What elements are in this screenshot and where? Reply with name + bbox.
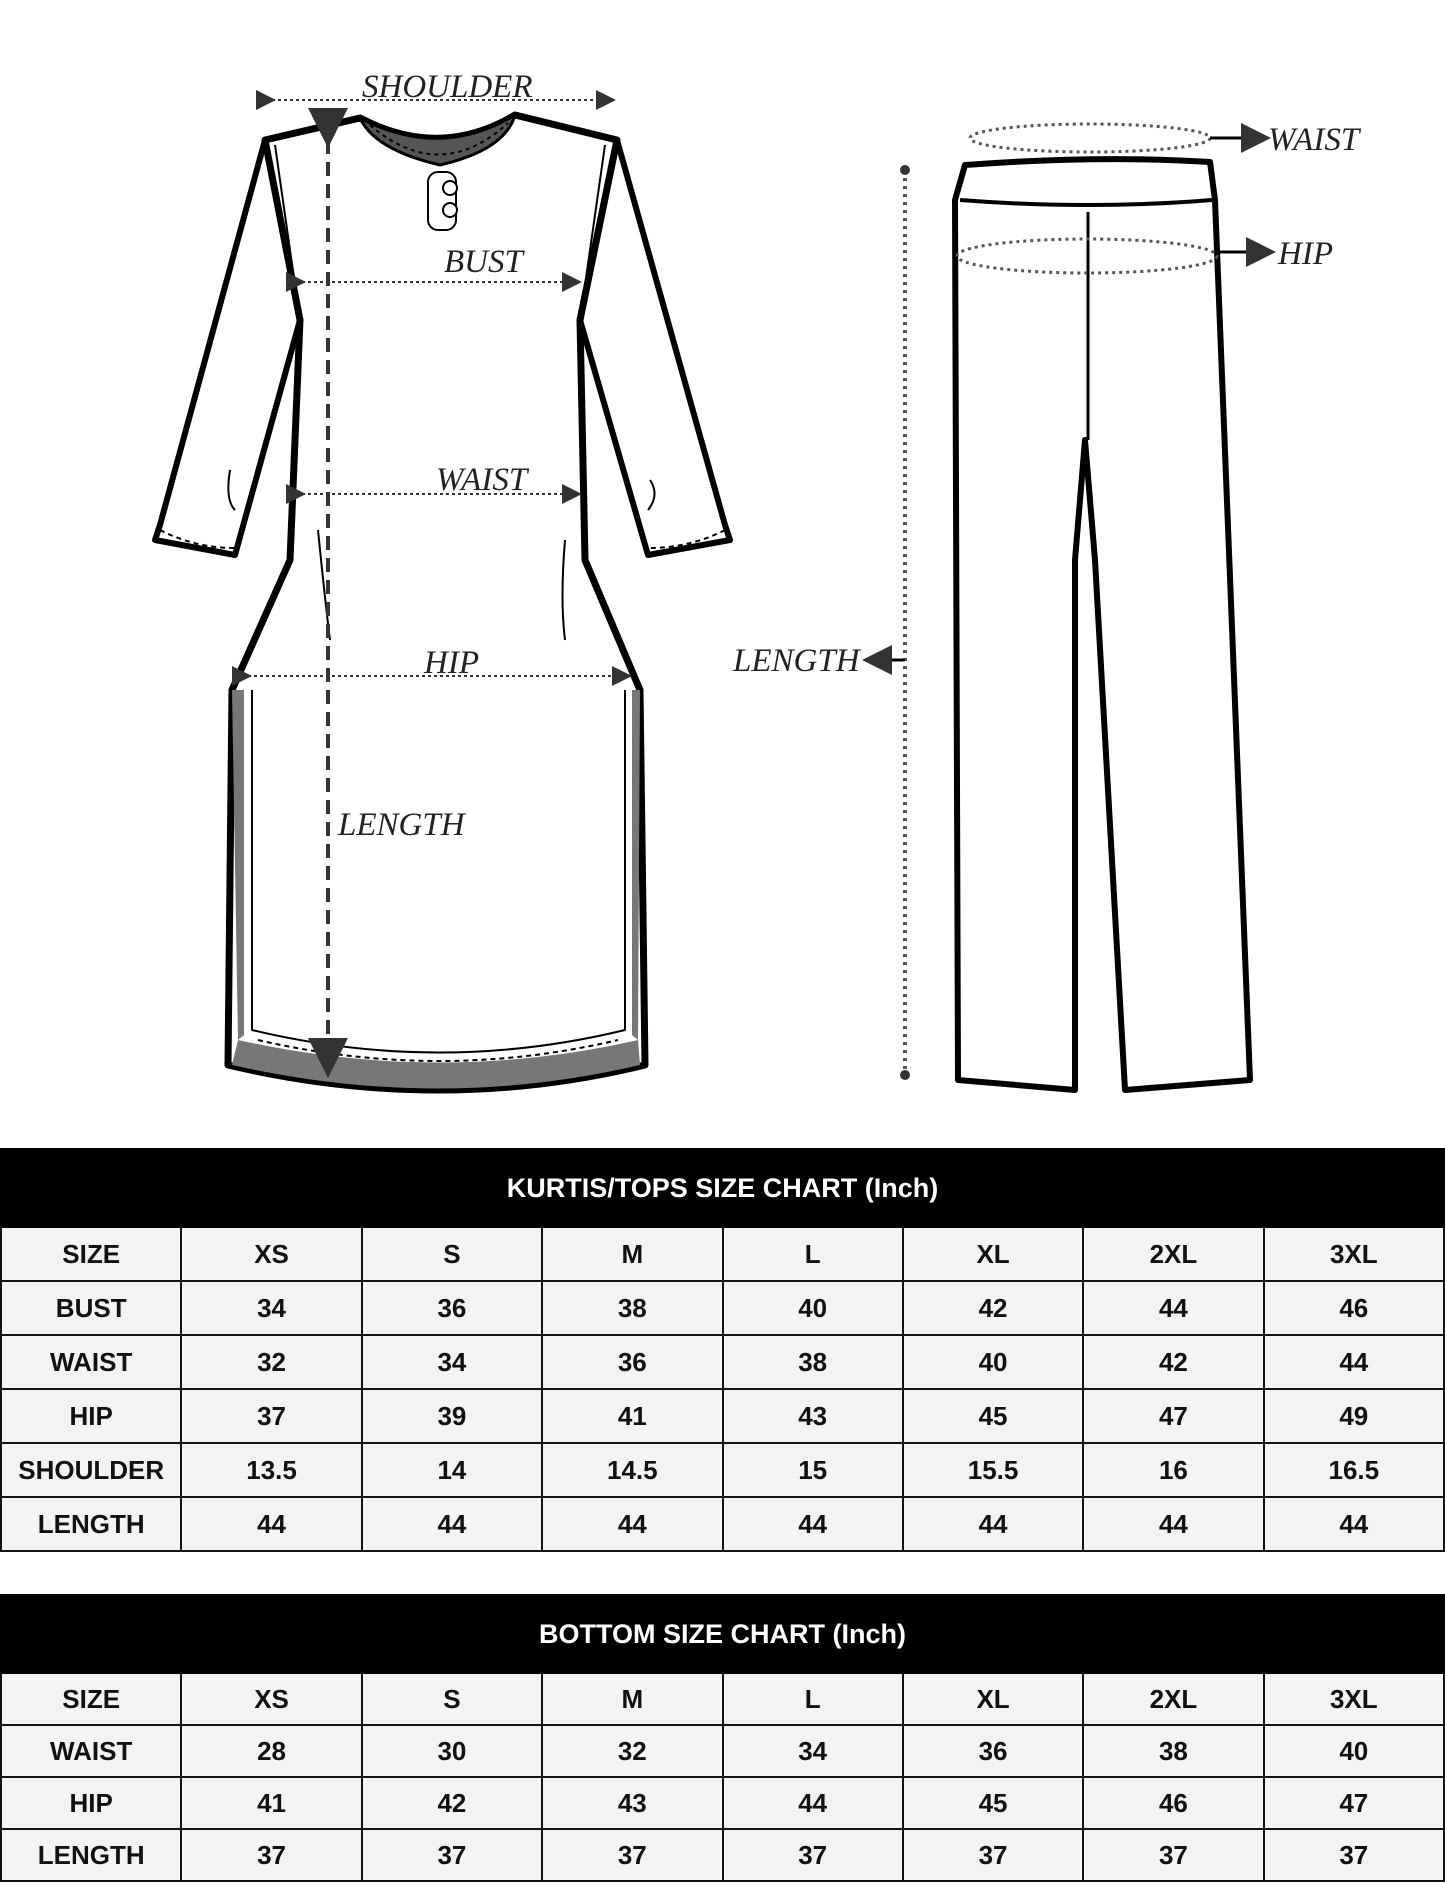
column-header: L <box>723 1673 903 1725</box>
table-cell: 44 <box>1264 1335 1444 1389</box>
column-header: XL <box>903 1673 1083 1725</box>
table-row <box>1 1829 1444 1881</box>
column-header: XS <box>181 1673 361 1725</box>
column-header: 3XL <box>1264 1227 1444 1281</box>
kurti-table-body <box>1 1227 1444 1551</box>
column-header: S <box>362 1227 542 1281</box>
row-label: HIP <box>1 1389 181 1443</box>
table-cell: 41 <box>542 1389 722 1443</box>
bottom-size-table <box>0 1594 1445 1882</box>
table-cell: 44 <box>723 1777 903 1829</box>
table-cell: 49 <box>1264 1389 1444 1443</box>
kurti-waist-label: WAIST <box>436 462 528 498</box>
table-cell: 40 <box>723 1281 903 1335</box>
table-cell: 38 <box>723 1335 903 1389</box>
table-cell: 36 <box>362 1281 542 1335</box>
table-cell: 15 <box>723 1443 903 1497</box>
table-cell: 32 <box>181 1335 361 1389</box>
table-cell: 37 <box>542 1829 722 1881</box>
table-cell: 30 <box>362 1725 542 1777</box>
column-header: XS <box>181 1227 361 1281</box>
table-cell: 45 <box>903 1777 1083 1829</box>
table-cell: 16.5 <box>1264 1443 1444 1497</box>
kurti-length-label: LENGTH <box>338 807 465 843</box>
row-label: LENGTH <box>1 1829 181 1881</box>
table-cell: 40 <box>1264 1725 1444 1777</box>
table-cell: 42 <box>1083 1335 1263 1389</box>
table-cell: 44 <box>362 1497 542 1551</box>
kurti-bust-label: BUST <box>444 244 523 280</box>
kurti-hip-label: HIP <box>424 645 479 681</box>
row-label: BUST <box>1 1281 181 1335</box>
table-cell: 42 <box>362 1777 542 1829</box>
table-cell: 14.5 <box>542 1443 722 1497</box>
table-cell: 37 <box>1264 1829 1444 1881</box>
table-cell: 34 <box>723 1725 903 1777</box>
table-row <box>1 1389 1444 1443</box>
table-cell: 43 <box>542 1777 722 1829</box>
table-cell: 44 <box>903 1497 1083 1551</box>
table-cell: 36 <box>903 1725 1083 1777</box>
table-row <box>1 1281 1444 1335</box>
table-cell: 15.5 <box>903 1443 1083 1497</box>
table-cell: 38 <box>542 1281 722 1335</box>
table-cell: 40 <box>903 1335 1083 1389</box>
row-label: WAIST <box>1 1725 181 1777</box>
pants-drawing <box>955 159 1250 1090</box>
table-cell: 44 <box>1083 1497 1263 1551</box>
table-cell: 42 <box>903 1281 1083 1335</box>
table-cell: 36 <box>542 1335 722 1389</box>
table-row <box>1 1335 1444 1389</box>
table-row <box>1 1777 1444 1829</box>
table-row <box>1 1497 1444 1551</box>
table-cell: 37 <box>723 1829 903 1881</box>
table-cell: 44 <box>1083 1281 1263 1335</box>
table-cell: 34 <box>362 1335 542 1389</box>
column-header: XL <box>903 1227 1083 1281</box>
table-row <box>1 1443 1444 1497</box>
bottom-table-body <box>1 1673 1444 1881</box>
table-cell: 28 <box>181 1725 361 1777</box>
column-header: 2XL <box>1083 1227 1263 1281</box>
column-header: SIZE <box>1 1673 181 1725</box>
table-cell: 47 <box>1083 1389 1263 1443</box>
table-cell: 45 <box>903 1389 1083 1443</box>
header-row <box>1 1673 1444 1725</box>
column-header: SIZE <box>1 1227 181 1281</box>
pants-length-label: LENGTH <box>733 643 860 679</box>
table-cell: 41 <box>181 1777 361 1829</box>
table-cell: 46 <box>1083 1777 1263 1829</box>
column-header: L <box>723 1227 903 1281</box>
column-header: M <box>542 1673 722 1725</box>
pants-waist-label: WAIST <box>1268 122 1360 158</box>
table-cell: 38 <box>1083 1725 1263 1777</box>
pants-hip-label: HIP <box>1278 236 1333 272</box>
table-cell: 32 <box>542 1725 722 1777</box>
column-header: S <box>362 1673 542 1725</box>
kurti-chart-title: KURTIS/TOPS SIZE CHART (Inch) <box>1 1149 1444 1227</box>
row-label: WAIST <box>1 1335 181 1389</box>
table-cell: 37 <box>1083 1829 1263 1881</box>
table-cell: 43 <box>723 1389 903 1443</box>
table-cell: 44 <box>723 1497 903 1551</box>
column-header: M <box>542 1227 722 1281</box>
table-cell: 37 <box>181 1389 361 1443</box>
table-cell: 44 <box>1264 1497 1444 1551</box>
bottom-chart-title: BOTTOM SIZE CHART (Inch) <box>1 1595 1444 1673</box>
table-cell: 46 <box>1264 1281 1444 1335</box>
row-label: SHOULDER <box>1 1443 181 1497</box>
header-row <box>1 1227 1444 1281</box>
table-row <box>1 1725 1444 1777</box>
row-label: LENGTH <box>1 1497 181 1551</box>
table-cell: 47 <box>1264 1777 1444 1829</box>
table-cell: 34 <box>181 1281 361 1335</box>
table-cell: 13.5 <box>181 1443 361 1497</box>
table-cell: 44 <box>181 1497 361 1551</box>
table-cell: 14 <box>362 1443 542 1497</box>
table-cell: 37 <box>362 1829 542 1881</box>
kurti-drawing <box>155 115 730 1090</box>
column-header: 2XL <box>1083 1673 1263 1725</box>
table-cell: 37 <box>903 1829 1083 1881</box>
kurti-size-table <box>0 1148 1445 1552</box>
table-cell: 16 <box>1083 1443 1263 1497</box>
table-cell: 37 <box>181 1829 361 1881</box>
column-header: 3XL <box>1264 1673 1444 1725</box>
row-label: HIP <box>1 1777 181 1829</box>
table-cell: 44 <box>542 1497 722 1551</box>
table-cell: 39 <box>362 1389 542 1443</box>
kurti-shoulder-label: SHOULDER <box>362 69 533 105</box>
